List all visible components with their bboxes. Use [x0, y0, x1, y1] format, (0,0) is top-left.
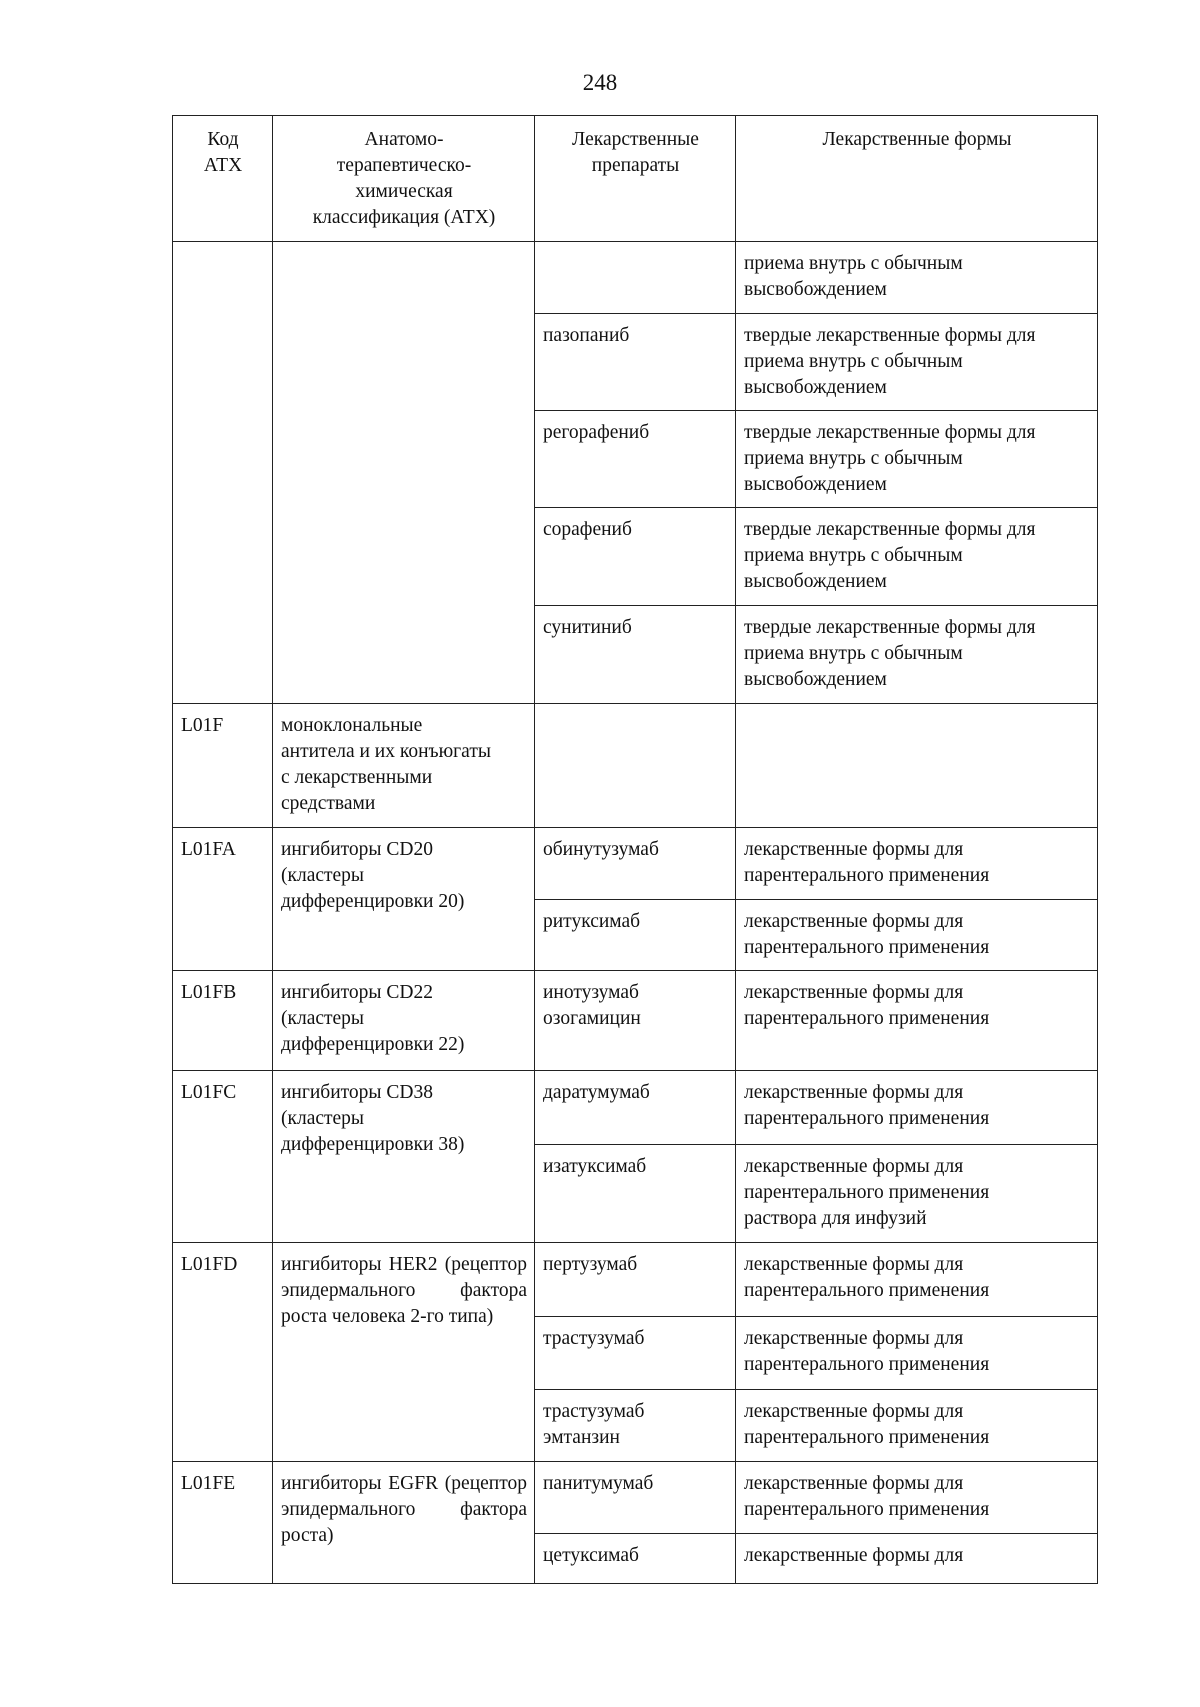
header-dosage-forms: Лекарственные формы — [736, 116, 1098, 242]
table-row — [173, 242, 1098, 314]
drug-cell: обинутузумаб — [535, 828, 736, 900]
drug-cell — [535, 242, 736, 314]
code-cell — [173, 242, 273, 704]
form-cell: лекарственные формы для парентерального применения — [736, 1071, 1098, 1145]
atc-cell: моноклональные антитела и их конъюгаты с лекарственными средствами — [273, 704, 535, 828]
form-cell: твердые лекарственные формы для приема внутрь с обычным высвобождением — [736, 508, 1098, 606]
code-cell: L01F — [173, 704, 273, 828]
drug-cell: трастузумаб эмтанзин — [535, 1390, 736, 1462]
atc-cell: ингибиторы CD22 (кластеры дифференцировки 22) — [273, 971, 535, 1071]
form-cell: твердые лекарственные формы для приема внутрь с обычным высвобождением — [736, 314, 1098, 411]
form-cell: лекарственные формы для парентерального применения — [736, 828, 1098, 900]
code-cell: L01FB — [173, 971, 273, 1071]
header-code: Код АТХ — [173, 116, 273, 242]
atc-cell: ингибиторы CD38 (кластеры дифференцировки 38) — [273, 1071, 535, 1243]
code-cell: L01FA — [173, 828, 273, 971]
drug-cell: изатуксимаб — [535, 1145, 736, 1243]
code-cell: L01FE — [173, 1462, 273, 1584]
page-number: 248 — [582, 70, 618, 95]
drug-cell: даратумумаб — [535, 1071, 736, 1145]
drug-cell: панитумумаб — [535, 1462, 736, 1534]
table-row — [173, 704, 1098, 828]
form-cell: лекарственные формы для парентерального применения — [736, 1462, 1098, 1534]
header-drugs: Лекарственные препараты — [535, 116, 736, 242]
table-header-row — [173, 116, 1098, 242]
atc-cell — [273, 242, 535, 704]
form-cell: твердые лекарственные формы для приема внутрь с обычным высвобождением — [736, 606, 1098, 704]
drug-cell — [535, 704, 736, 828]
atc-cell: ингибиторы EGFR (рецептор эпидермального фактора роста) — [273, 1462, 535, 1584]
drug-cell: регорафениб — [535, 411, 736, 508]
drug-cell: пертузумаб — [535, 1243, 736, 1317]
form-cell: лекарственные формы для парентерального применения — [736, 1243, 1098, 1317]
drug-cell: ритуксимаб — [535, 900, 736, 971]
table-row — [173, 1071, 1098, 1145]
atc-drug-table — [172, 115, 1098, 1584]
code-cell: L01FD — [173, 1243, 273, 1462]
drug-cell: сорафениб — [535, 508, 736, 606]
form-cell — [736, 704, 1098, 828]
drug-cell: пазопаниб — [535, 314, 736, 411]
header-atc-classification: Анатомо- терапевтическо- химическая классификация (АТХ) — [273, 116, 535, 242]
form-cell: приема внутрь с обычным высвобождением — [736, 242, 1098, 314]
table-row — [173, 1462, 1098, 1534]
drug-cell: трастузумаб — [535, 1317, 736, 1390]
form-cell: лекарственные формы для — [736, 1534, 1098, 1584]
drug-cell: цетуксимаб — [535, 1534, 736, 1584]
code-cell: L01FC — [173, 1071, 273, 1243]
atc-cell: ингибиторы CD20 (кластеры дифференцировки 20) — [273, 828, 535, 971]
form-cell: твердые лекарственные формы для приема внутрь с обычным высвобождением — [736, 411, 1098, 508]
table-row — [173, 971, 1098, 1071]
form-cell: лекарственные формы для парентерального применения — [736, 1390, 1098, 1462]
form-cell: лекарственные формы для парентерального применения — [736, 900, 1098, 971]
form-cell: лекарственные формы для парентерального применения — [736, 1317, 1098, 1390]
atc-cell: ингибиторы HER2 (рецептор эпидермального фактора роста человека 2-го типа) — [273, 1243, 535, 1462]
table-row — [173, 1243, 1098, 1317]
drug-cell: сунитиниб — [535, 606, 736, 704]
table-row — [173, 828, 1098, 900]
form-cell: лекарственные формы для парентерального применения — [736, 971, 1098, 1071]
drug-cell: инотузумаб озогамицин — [535, 971, 736, 1071]
form-cell: лекарственные формы для парентерального применения раствора для инфузий — [736, 1145, 1098, 1243]
